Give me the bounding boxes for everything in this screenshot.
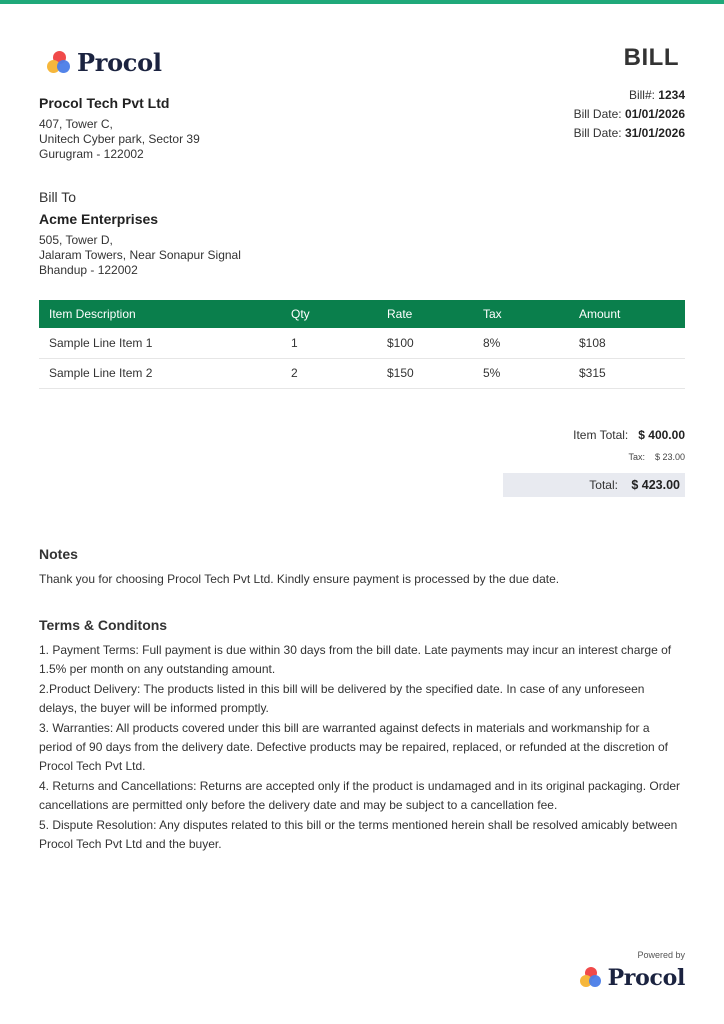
grand-total-value: $ 423.00 (631, 478, 680, 492)
cell-tax: 5% (473, 358, 569, 388)
notes-heading: Notes (39, 546, 78, 562)
bill-date-label: Bill Date: (573, 107, 625, 121)
cell-qty: 1 (281, 328, 377, 358)
terms-item: 2.Product Delivery: The products listed in this bill will be delivered by the specified date. In case of any unforeseen delays, the buyer will be informed promptly. (39, 681, 645, 716)
cell-rate: $100 (377, 328, 473, 358)
table-row (39, 358, 685, 388)
footer-logo (580, 965, 685, 991)
terms-heading: Terms & Conditons (39, 617, 168, 633)
bill-date-value: 01/01/2026 (624, 107, 685, 121)
item-total-value: $ 400.00 (638, 428, 685, 442)
bill-to-label: Bill To (39, 189, 77, 205)
terms-item: 3. Warranties: All products covered under this bill are warranted against defects in materials and workmanship for a period of 90 days from the delivery date. Defective products may be repaired, replaced, or refunded at the discretion of Procol Tech Pvt Ltd. (39, 720, 669, 774)
company-address-line: Unitech Cyber park, Sector 39 (39, 132, 200, 146)
brand-name: Procol (77, 48, 162, 77)
bill-to-address-line: Jalaram Towers, Near Sonapur Signal (39, 248, 241, 262)
bill-title: BILL (623, 44, 679, 71)
company-name: Procol Tech Pvt Ltd (39, 95, 170, 111)
brand-logo (47, 48, 162, 77)
table-row (39, 328, 685, 358)
bill-date-row (574, 105, 685, 124)
header-item-description: Item Description (49, 307, 136, 321)
header-tax: Tax (483, 307, 502, 321)
item-total (573, 428, 685, 442)
terms-list (39, 641, 685, 854)
terms-item: 1. Payment Terms: Full payment is due within 30 days from the bill date. Late payments may incur an interest charge of 1.5% per month on any outstanding amount. (39, 643, 672, 677)
items-table-header (39, 300, 685, 328)
bill-number-value: 1234 (658, 88, 685, 102)
footer-brand-name: Procol (607, 965, 685, 991)
cell-item-description: Sample Line Item 1 (39, 328, 281, 358)
procol-logo-icon (47, 51, 71, 75)
cell-amount: $315 (569, 358, 685, 388)
header-rate: Rate (387, 307, 413, 321)
bill-date-row (574, 124, 685, 143)
items-table (39, 300, 685, 389)
cell-item-description: Sample Line Item 2 (39, 358, 281, 388)
bill-date-value: 31/01/2026 (624, 126, 685, 140)
bill-to-address (39, 233, 241, 278)
tax-total (628, 452, 685, 462)
notes-text: Thank you for choosing Procol Tech Pvt Ltd. Kindly ensure payment is processed by the due date. (39, 572, 560, 586)
cell-rate: $150 (377, 358, 473, 388)
grand-total (589, 478, 680, 492)
header-qty: Qty (291, 307, 310, 321)
bill-to-name: Acme Enterprises (39, 211, 159, 227)
terms-item: 4. Returns and Cancellations: Returns are accepted only if the product is undamaged and in its original packaging. Order cancellations are permitted only before the delivery date and may be subject to a cancellation fee. (39, 778, 681, 813)
bill-number-row (574, 86, 685, 105)
company-address (39, 117, 200, 162)
tax-value: $ 23.00 (654, 452, 685, 462)
item-total-label: Item Total: (573, 428, 629, 442)
procol-logo-icon (580, 967, 602, 989)
cell-amount: $108 (569, 328, 685, 358)
tax-label: Tax: (628, 452, 645, 462)
powered-by-label: Powered by (637, 950, 685, 960)
bill-to-address-line: 505, Tower D, (39, 233, 113, 247)
top-accent-bar (0, 0, 724, 4)
company-address-line: 407, Tower C, (39, 117, 113, 131)
company-address-line: Gurugram - 122002 (39, 147, 144, 161)
bill-date-label: Bill Date: (573, 126, 625, 140)
bill-number-label: Bill#: (628, 88, 659, 102)
cell-tax: 8% (473, 328, 569, 358)
bill-to-address-line: Bhandup - 122002 (39, 263, 138, 277)
grand-total-label: Total: (589, 478, 618, 492)
header-amount: Amount (579, 307, 621, 321)
cell-qty: 2 (281, 358, 377, 388)
bill-meta (574, 86, 685, 143)
terms-item: 5. Dispute Resolution: Any disputes related to this bill or the terms mentioned herein shall be resolved amicably between Procol Tech Pvt Ltd and the buyer. (39, 817, 678, 852)
